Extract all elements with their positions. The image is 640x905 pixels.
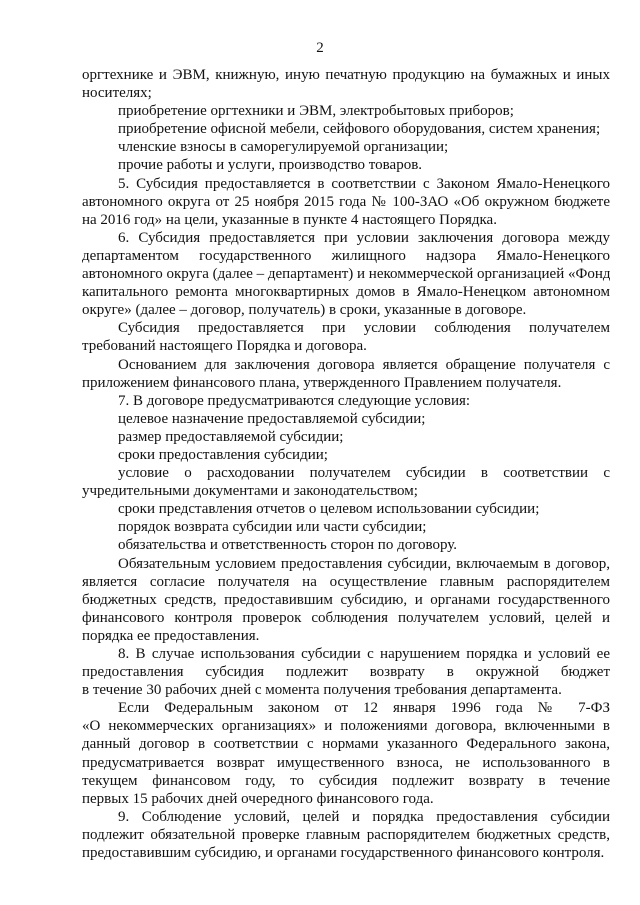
- paragraph: [82, 156, 610, 174]
- page-number: 2: [316, 40, 324, 56]
- text-line: целевое назначение предоставляемой субсидии;: [118, 410, 426, 427]
- text-line: автономного округа от 25 ноября 2015 года № 100-ЗАО «Об окружном бюджете: [82, 193, 610, 210]
- paragraph: [82, 229, 610, 319]
- text-line: условие о расходовании получателем субсидии в соответствии с: [118, 465, 610, 482]
- paragraph: [82, 446, 610, 464]
- text-line: оргтехнике и ЭВМ, книжную, иную печатную продукцию на бумажных и иных: [82, 67, 610, 83]
- text-line: прочие работы и услуги, производство товаров.: [118, 157, 423, 174]
- text-line: сроки представления отчетов о целевом использовании субсидии;: [118, 501, 540, 518]
- text-line: предусматривается возврат имущественного взноса, не использованного в: [82, 754, 610, 771]
- text-line: порядка ее предоставления.: [82, 627, 260, 644]
- text-line: обязательства и ответственность сторон по договору.: [118, 537, 458, 554]
- text-line: капитального ремонта многоквартирных домов в Ямало-Ненецком автономном: [82, 284, 610, 301]
- paragraph: [82, 808, 610, 862]
- paragraph: [82, 392, 610, 410]
- text-line: порядок возврата субсидии или части субсидии;: [118, 519, 427, 536]
- paragraph: [82, 138, 610, 156]
- text-line: сроки предоставления субсидии;: [118, 446, 328, 463]
- text-line: на 2016 год» на цели, указанные в пункте 4 настоящего Порядка.: [82, 211, 497, 228]
- text-line: приобретение офисной мебели, сейфового оборудования, систем хранения;: [118, 121, 601, 138]
- text-line: Обязательным условием предоставления субсидии, включаемым в договор,: [118, 555, 610, 572]
- paragraph: [82, 102, 610, 120]
- paragraph: [82, 410, 610, 428]
- text-line: текущем финансовом году, то субсидия подлежит возврату в течение: [82, 772, 610, 789]
- paragraph: [82, 120, 610, 138]
- text-line: «О некоммерческих организациях» и положениями договора, включенными в: [82, 718, 610, 735]
- text-line: департаментом государственного жилищного надзора Ямало-Ненецкого: [82, 247, 610, 264]
- text-line: автономного округа (далее – департамент) и некоммерческой организацией «Фонд: [82, 266, 610, 283]
- text-line: требований настоящего Порядка и договора.: [82, 338, 367, 355]
- text-line: 6. Субсидия предоставляется при условии заключения договора между: [118, 229, 610, 246]
- paragraph: [82, 555, 610, 645]
- paragraph: [82, 536, 610, 554]
- text-line: приобретение оргтехники и ЭВМ, электробытовых приборов;: [118, 103, 514, 120]
- text-line: 9. Соблюдение условий, целей и порядка предоставления субсидии: [118, 808, 610, 825]
- text-line: подлежит обязательной проверке главным распорядителем бюджетных средств,: [82, 826, 610, 843]
- text-line: первых 15 рабочих дней очередного финансового года.: [82, 790, 434, 807]
- document-body: [82, 66, 610, 862]
- text-line: 8. В случае использования субсидии с нарушением порядка и условий ее: [118, 646, 610, 662]
- paragraph: [82, 645, 610, 699]
- text-line: предоставления субсидия подлежит возврату в окружной бюджет: [82, 664, 610, 681]
- text-line: размер предоставляемой субсидии;: [118, 428, 344, 445]
- paragraph: [82, 175, 610, 229]
- text-line: является согласие получателя на осуществление главным распорядителем: [82, 573, 610, 590]
- text-line: членские взносы в саморегулируемой организации;: [118, 139, 449, 156]
- text-line: Субсидия предоставляется при условии соблюдения получателем: [118, 320, 610, 337]
- paragraph: [82, 428, 610, 446]
- text-line: приложением финансового плана, утвержденного Правлением получателя.: [82, 374, 562, 391]
- text-line: предоставившим субсидию, и органами государственного финансового контроля.: [82, 845, 605, 862]
- text-line: 5. Субсидия предоставляется в соответствии с Законом Ямало-Ненецкого: [118, 175, 610, 192]
- paragraph: [82, 66, 610, 102]
- paragraph: [82, 319, 610, 355]
- text-line: финансового контроля проверок соблюдения получателем условий, целей и: [82, 609, 610, 626]
- text-line: учредительными документами и законодательством;: [82, 483, 418, 500]
- text-line: округе» (далее – договор, получатель) в сроки, указанные в договоре.: [82, 302, 527, 319]
- text-line: носителях;: [82, 85, 152, 102]
- text-line: в течение 30 рабочих дней с момента получения требования департамента.: [82, 682, 562, 699]
- paragraph: [82, 699, 610, 808]
- text-line: бюджетных средств, предоставившим субсидию, и органами государственного: [82, 591, 610, 608]
- text-line: Если Федеральным законом от 12 января 1996 года № 7-ФЗ: [118, 700, 610, 717]
- text-line: 7. В договоре предусматриваются следующие условия:: [118, 392, 471, 409]
- text-line: Основанием для заключения договора является обращение получателя с: [118, 356, 610, 373]
- paragraph: [82, 464, 610, 500]
- paragraph: [82, 356, 610, 392]
- paragraph: [82, 518, 610, 536]
- paragraph: [82, 500, 610, 518]
- text-line: данный договор в соответствии с нормами указанного Федерального закона,: [82, 736, 610, 753]
